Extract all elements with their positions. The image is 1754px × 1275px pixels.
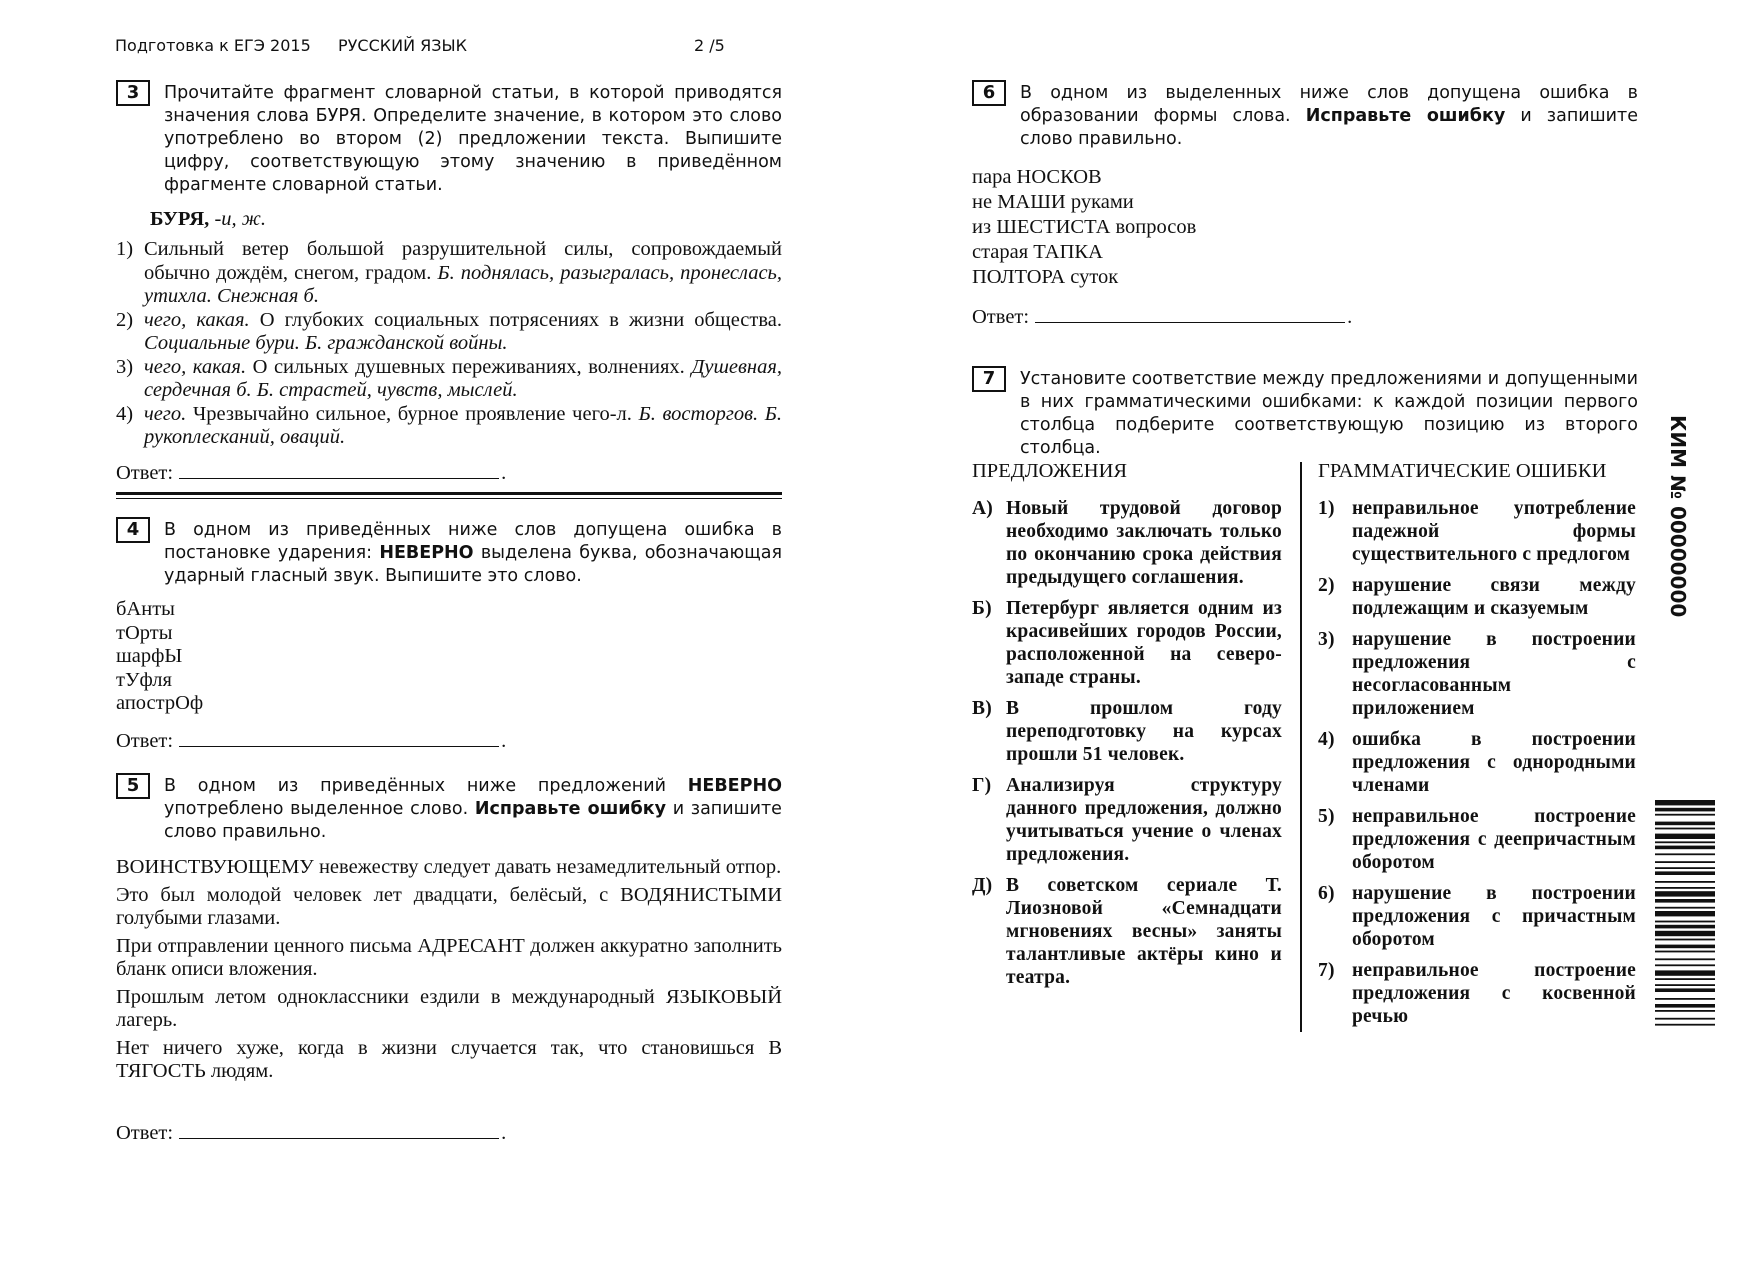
word-item: шарфЫ [116,645,183,667]
sentence-v [972,697,1282,766]
item-letter: Д) [972,875,993,896]
word-item: из ШЕСТИСТА вопросов [972,216,1197,238]
answer-line[interactable] [179,1120,499,1139]
task-5-number: 5 [116,773,150,799]
task-5-text-bold: НЕВЕРНО [687,776,782,796]
task-6-text-part: и запишите слово правильно. [1020,106,1638,149]
answer-dot: . [501,462,507,484]
answer-dot: . [1347,306,1353,328]
barcode-bar [1655,911,1715,916]
item-text: нарушение связи между подлежащим и сказуемым [1352,575,1636,619]
answer-field-5[interactable] [116,1120,506,1145]
task-6-text [1020,82,1638,151]
answer-dot: . [501,730,507,752]
barcode-bar [1655,822,1715,826]
answer-line[interactable] [179,460,499,479]
answer-line[interactable] [1035,304,1345,323]
word-item: старая ТАПКА [972,241,1103,263]
word-item: пара НОСКОВ [972,166,1102,188]
task-3-number: 3 [116,80,150,106]
barcode-bar [1655,1010,1715,1012]
barcode-bar [1655,881,1715,883]
definition-number: 3) [116,355,134,378]
dictionary-definitions [116,238,782,450]
task-7-number: 7 [972,366,1006,392]
task-5-text-bold: Исправьте ошибку [474,799,667,819]
sentence-a [972,497,1282,589]
left-column-title: ПРЕДЛОЖЕНИЯ [972,460,1128,482]
headword-grammar: -и, ж. [214,208,266,230]
task-4-text-part: выделена буква, обозначающая ударный гласный звук. Выпишите это слово. [164,543,782,586]
section-divider [116,492,782,495]
barcode-bar [1655,834,1715,839]
item-number: 3) [1318,629,1335,650]
answer-field-3[interactable] [116,460,506,485]
barcode-bar [1655,808,1715,812]
sentence-item: ВОИНСТВУЮЩЕМУ невежеству следует давать незамедлительный отпор. [116,856,782,878]
barcode-bar [1655,964,1715,966]
task-5-text-part: и запишите слово правильно. [164,799,782,842]
kim-number: КИМ № 00000000 [1666,415,1690,618]
barcode-bar [1655,1018,1715,1020]
word-item: не МАШИ руками [972,191,1134,213]
definition-example: Душевная, сердечная б. Б. страстей, чувств, мыслей. [144,355,783,401]
task-6-word-list [972,165,1196,290]
barcode-bar [1655,853,1715,855]
item-number: 4) [1318,729,1335,750]
task-5-text-part: В одном из приведённых ниже предложений [164,776,666,796]
item-number: 6) [1318,883,1335,904]
definition-text: О глубоких социальных потрясениях в жизни общества. [259,308,782,331]
item-text: ошибка в построении предложения с однородными членами [1352,729,1636,796]
barcode-bar [1655,887,1715,889]
answer-label: Ответ: [116,1122,174,1144]
answer-label: Ответ: [116,462,174,484]
header-subject: РУССКИЙ ЯЗЫК [338,36,467,55]
page-number: 2 /5 [694,36,725,55]
item-text: Анализируя структуру данного предложения, должно учитываться учение о членах предложения. [1006,775,1282,865]
error-6 [1318,882,1636,951]
definition-number: 1) [116,238,134,260]
barcode-bar [1655,970,1715,975]
definition-text: Сильный ветер большой разрушительной силы, сопровождаемый обычно дождём, снегом, градом. [144,238,782,284]
barcode-bar [1655,1004,1715,1008]
item-text: В советском сериале Т. Лиозновой «Семнадцати мгновениях весны» заняты талантливые актёры кино и театра. [1006,875,1282,988]
dictionary-headword [150,208,266,232]
barcode-bar [1655,925,1715,929]
task-6-text-part: В одном из выделенных ниже слов допущена ошибка в образовании формы слова. [1020,83,1638,126]
barcode-bar [1655,891,1715,896]
header-title: Подготовка к ЕГЭ 2015 [115,36,311,55]
barcode-bar [1655,998,1715,1000]
column-divider [1300,462,1302,1032]
item-letter: В) [972,698,992,719]
item-letter: А) [972,498,993,519]
definition-grammar: чего. [144,402,187,425]
barcode-bar [1655,931,1715,936]
barcode-bar [1655,861,1715,863]
answer-label: Ответ: [972,306,1030,328]
definition-4 [116,403,782,450]
barcode-bar [1655,1024,1715,1026]
barcode-bar [1655,958,1715,960]
answer-label: Ответ: [116,730,174,752]
task-6-number: 6 [972,80,1006,106]
task-7-text: Установите соответствие между предложениями и допущенными в них грамматическими ошибками: к каждой позиции первого столбца подберите соответствующую позицию из второго столбца. [1020,369,1638,458]
task-5-text [164,775,782,844]
right-column-title: ГРАММАТИЧЕСКИЕ ОШИБКИ [1318,460,1607,482]
item-number: 2) [1318,575,1335,596]
task-4-text-bold: НЕВЕРНО [379,543,474,563]
word-item: апострОф [116,692,204,714]
barcode-bar [1655,951,1715,953]
errors-column [1318,497,1636,1036]
word-item: тУфля [116,668,172,691]
item-text: В прошлом году переподготовку на курсах прошли 51 человек. [1006,698,1282,765]
word-item: бАнты [116,598,175,620]
item-text: неправильное построение предложения с косвенной речью [1352,960,1636,1027]
headword: БУРЯ, [150,208,210,230]
error-4 [1318,728,1636,797]
definition-text: Чрезвычайно сильное, бурное проявление чего-л. [192,402,632,425]
task-4-text [164,519,782,588]
barcode-bar [1655,921,1715,923]
task-4-text-part: В одном из приведённых ниже слов допущена ошибка в постановке ударения: [164,520,782,563]
definition-example: Б. восторгов. Б. рукоплесканий, оваций. [144,402,783,448]
sentence-d [972,874,1282,989]
word-item: тОрты [116,621,173,644]
item-text: Новый трудовой договор необходимо заключать только по окончанию срока действия предыдущего соглашения. [1006,498,1282,588]
barcode-bar [1655,907,1715,909]
sentence-b [972,597,1282,689]
barcode-bar [1655,846,1715,850]
definition-grammar: чего, какая. [144,308,250,331]
item-text: неправильное построение предложения с деепричастным оборотом [1352,806,1636,873]
definition-number: 2) [116,308,134,331]
barcode-bar [1655,800,1715,805]
item-number: 1) [1318,498,1335,519]
item-letter: Г) [972,775,992,796]
section-divider-thin [116,498,782,499]
sentence-item: Прошлым летом одноклассники ездили в международный ЯЗЫКОВЫЙ лагерь. [116,985,782,1031]
barcode-bar [1655,945,1715,949]
definition-example: Б. поднялась, разыгралась, пронеслась, утихла. Снежная б. [144,261,782,307]
sentence-item: При отправлении ценного письма АДРЕСАНТ должен аккуратно заполнить бланк описи вложения. [116,934,782,980]
error-2 [1318,574,1636,620]
sentence-item: Это был молодой человек лет двадцати, белёсый, с ВОДЯНИСТЫМИ голубыми глазами. [116,883,782,929]
item-text: нарушение в построении предложения с несогласованным приложением [1352,629,1636,719]
answer-field-4[interactable] [116,728,506,753]
error-7 [1318,959,1636,1028]
error-5 [1318,805,1636,874]
definition-3 [116,356,782,403]
definition-text: О сильных душевных переживаниях, волнениях. [252,355,685,378]
task-6-text-bold: Исправьте ошибку [1305,106,1506,126]
item-text: Петербург является одним из красивейших городов России, расположенной на северо-западе страны. [1006,598,1282,688]
barcode-bar [1655,871,1715,875]
sentence-item: Нет ничего хуже, когда в жизни случается так, что становишься В ТЯГОСТЬ людям. [116,1036,782,1082]
answer-dot: . [501,1122,507,1144]
barcode-bar [1655,841,1715,843]
error-1 [1318,497,1636,566]
sentence-g [972,774,1282,866]
item-text: нарушение в построении предложения с причастным оборотом [1352,883,1636,950]
barcode [1655,800,1715,1140]
item-number: 5) [1318,806,1335,827]
barcode-bar [1655,814,1715,816]
barcode-bar [1655,828,1715,830]
barcode-bar [1655,867,1715,869]
task-5-sentences [116,856,782,1088]
barcode-bar [1655,939,1715,941]
error-3 [1318,628,1636,720]
barcode-bar [1655,988,1715,992]
definition-number: 4) [116,402,134,425]
definition-grammar: чего, какая. [144,355,247,378]
barcode-bar [1655,899,1715,903]
barcode-bar [1655,984,1715,986]
item-text: неправильное употребление падежной формы существительного с предлогом [1352,498,1636,565]
definition-2 [116,309,782,356]
sentences-column [972,497,1282,997]
definition-example: Социальные бури. Б. гражданской войны. [144,332,508,354]
item-number: 7) [1318,960,1335,981]
task-4-number: 4 [116,517,150,543]
task-3-text: Прочитайте фрагмент словарной статьи, в которой приводятся значения слова БУРЯ. Определите значение, в котором это слово употреблено во втором (2) предложении текста. Выпишите цифру, соответствующую этому значению в приведённом фрагменте словарной статьи. [164,83,782,195]
item-letter: Б) [972,598,992,619]
task-5-text-part: употреблено выделенное слово. [164,799,469,819]
word-item: ПОЛТОРА суток [972,266,1119,288]
answer-field-6[interactable] [972,304,1352,329]
definition-1 [116,238,782,309]
answer-line[interactable] [179,728,499,747]
task-4-word-list [116,598,203,716]
barcode-bar [1655,978,1715,980]
